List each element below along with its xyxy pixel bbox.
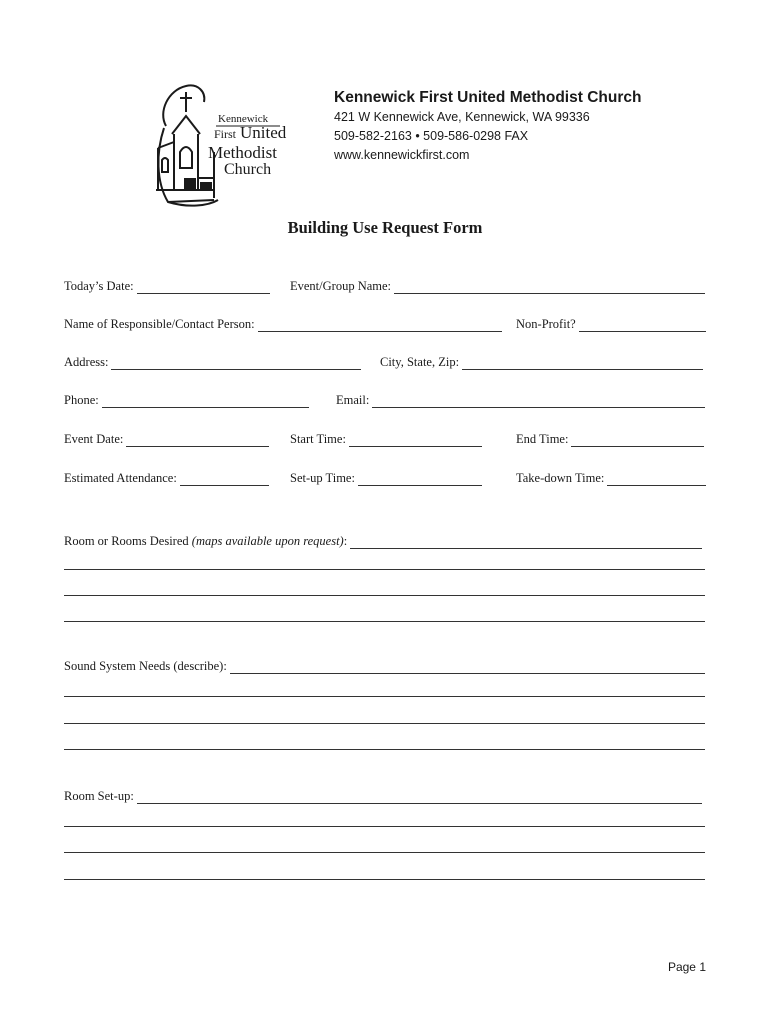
setup-time-label: Set-up Time: [290, 471, 355, 485]
todays-date-field[interactable] [64, 276, 270, 294]
estimated-attendance-label: Estimated Attendance: [64, 471, 177, 485]
room-setup-line-2[interactable] [64, 826, 705, 827]
svg-text:Methodist: Methodist [208, 143, 277, 162]
email-field[interactable] [336, 390, 705, 408]
page-number: Page 1 [667, 960, 706, 974]
address-input[interactable] [111, 356, 361, 370]
non-profit-input[interactable] [579, 318, 706, 332]
rooms-desired-input[interactable] [350, 535, 702, 549]
sound-system-label: Sound System Needs (describe): [64, 659, 227, 673]
event-date-label: Event Date: [64, 432, 124, 446]
phone-input[interactable] [102, 394, 309, 408]
sound-system-field[interactable] [64, 656, 705, 674]
room-setup-field[interactable] [64, 786, 702, 804]
organization-header [334, 88, 641, 165]
sound-system-line-2[interactable] [64, 696, 705, 697]
non-profit-label: Non-Profit? [516, 317, 576, 331]
rooms-desired-line-4[interactable] [64, 621, 705, 622]
end-time-field[interactable] [516, 429, 704, 447]
address-field[interactable] [64, 352, 361, 370]
church-building-icon [148, 82, 298, 208]
rooms-desired-field[interactable] [64, 531, 702, 549]
event-group-name-input[interactable] [394, 280, 705, 294]
setup-time-field[interactable] [290, 468, 482, 486]
city-state-zip-input[interactable] [462, 356, 703, 370]
estimated-attendance-field[interactable] [64, 468, 269, 486]
organization-address: 421 W Kennewick Ave, Kennewick, WA 99336 [334, 110, 590, 124]
event-group-name-label: Event/Group Name: [290, 279, 392, 293]
sound-system-input[interactable] [230, 660, 705, 674]
end-time-input[interactable] [571, 433, 704, 447]
rooms-desired-label: Room or Rooms Desired (maps available upon request): [64, 534, 348, 548]
rooms-desired-line-3[interactable] [64, 595, 705, 596]
city-state-zip-field[interactable] [380, 352, 703, 370]
email-input[interactable] [372, 394, 705, 408]
rooms-desired-line-2[interactable] [64, 569, 705, 570]
organization-phone: 509-582-2163 • 509-586-0298 FAX [334, 129, 529, 143]
setup-time-input[interactable] [358, 472, 482, 486]
room-setup-line-3[interactable] [64, 852, 705, 853]
contact-person-field[interactable] [64, 314, 502, 332]
svg-text:First: First [214, 127, 237, 141]
phone-field[interactable] [64, 390, 309, 408]
event-date-input[interactable] [126, 433, 269, 447]
sound-system-line-4[interactable] [64, 749, 705, 750]
svg-text:Kennewick: Kennewick [218, 113, 269, 125]
start-time-label: Start Time: [290, 432, 346, 446]
room-setup-line-4[interactable] [64, 879, 705, 880]
email-label: Email: [336, 393, 370, 407]
rooms-desired-note: (maps available upon request) [191, 534, 344, 548]
takedown-time-field[interactable] [516, 468, 706, 486]
form-title: Building Use Request Form [287, 218, 483, 237]
organization-website[interactable]: www.kennewickfirst.com [334, 148, 470, 162]
todays-date-input[interactable] [137, 280, 270, 294]
estimated-attendance-input[interactable] [180, 472, 269, 486]
end-time-label: End Time: [516, 432, 569, 446]
svg-text:United: United [240, 123, 287, 142]
room-setup-label: Room Set-up: [64, 789, 134, 803]
todays-date-label: Today’s Date: [64, 279, 134, 293]
takedown-time-label: Take-down Time: [516, 471, 605, 485]
room-setup-input[interactable] [137, 790, 702, 804]
non-profit-field[interactable] [516, 314, 706, 332]
contact-person-label: Name of Responsible/Contact Person: [64, 317, 255, 331]
church-logo [148, 82, 298, 208]
phone-label: Phone: [64, 393, 99, 407]
takedown-time-input[interactable] [607, 472, 706, 486]
start-time-field[interactable] [290, 429, 482, 447]
address-label: Address: [64, 355, 109, 369]
event-date-field[interactable] [64, 429, 269, 447]
svg-text:Church: Church [224, 161, 272, 178]
start-time-input[interactable] [349, 433, 482, 447]
organization-name: Kennewick First United Methodist Church [334, 89, 642, 106]
event-group-name-field[interactable] [290, 276, 705, 294]
sound-system-line-3[interactable] [64, 723, 705, 724]
city-state-zip-label: City, State, Zip: [380, 355, 460, 369]
contact-person-input[interactable] [258, 318, 502, 332]
